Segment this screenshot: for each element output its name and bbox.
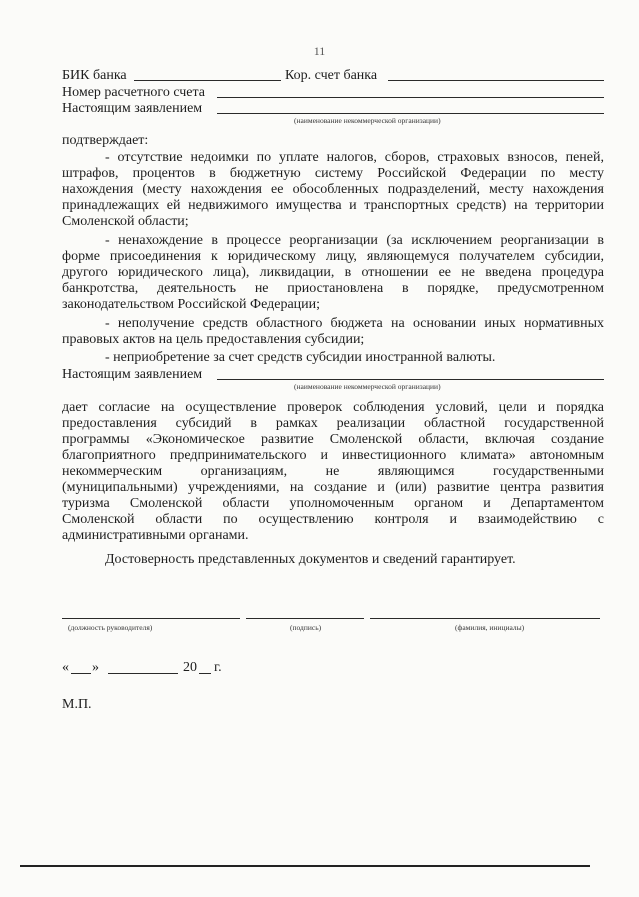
- bik-label: БИК банка: [62, 68, 127, 83]
- confirm-item-currency: - неприобретение за счет средств субсидии иностранной валюты.: [105, 350, 496, 365]
- page-number: 11: [313, 44, 326, 58]
- bottom-divider: [20, 865, 590, 867]
- month-field[interactable]: [108, 673, 178, 674]
- signature-caption: (подпись): [290, 623, 322, 632]
- year-field[interactable]: [199, 673, 211, 674]
- consent-statement-label: Настоящим заявлением: [62, 367, 203, 382]
- position-caption: (должность руководителя): [68, 623, 153, 632]
- day-field[interactable]: [71, 673, 91, 674]
- account-label: Номер расчетного счета: [62, 85, 206, 100]
- consent-organization-caption: (наименование некоммерческой организации): [294, 382, 441, 391]
- position-field[interactable]: [62, 618, 240, 619]
- bik-field[interactable]: [134, 80, 281, 81]
- corr-account-field[interactable]: [388, 80, 604, 81]
- account-field[interactable]: [217, 97, 604, 98]
- name-field[interactable]: [370, 618, 600, 619]
- name-caption: (фамилия, инициалы): [455, 623, 525, 632]
- organization-field[interactable]: [217, 113, 604, 114]
- confirms-heading: подтверждает:: [62, 133, 149, 148]
- organization-caption: (наименование некоммерческой организации): [294, 116, 441, 125]
- consent-organization-field[interactable]: [217, 379, 604, 380]
- guarantee-statement: Достоверность представленных документов и сведений гарантирует.: [105, 552, 516, 567]
- statement-label: Настоящим заявлением: [62, 101, 203, 116]
- signature-field[interactable]: [246, 618, 364, 619]
- stamp-placeholder: М.П.: [62, 697, 92, 712]
- corr-account-label: Кор. счет банка: [285, 68, 378, 83]
